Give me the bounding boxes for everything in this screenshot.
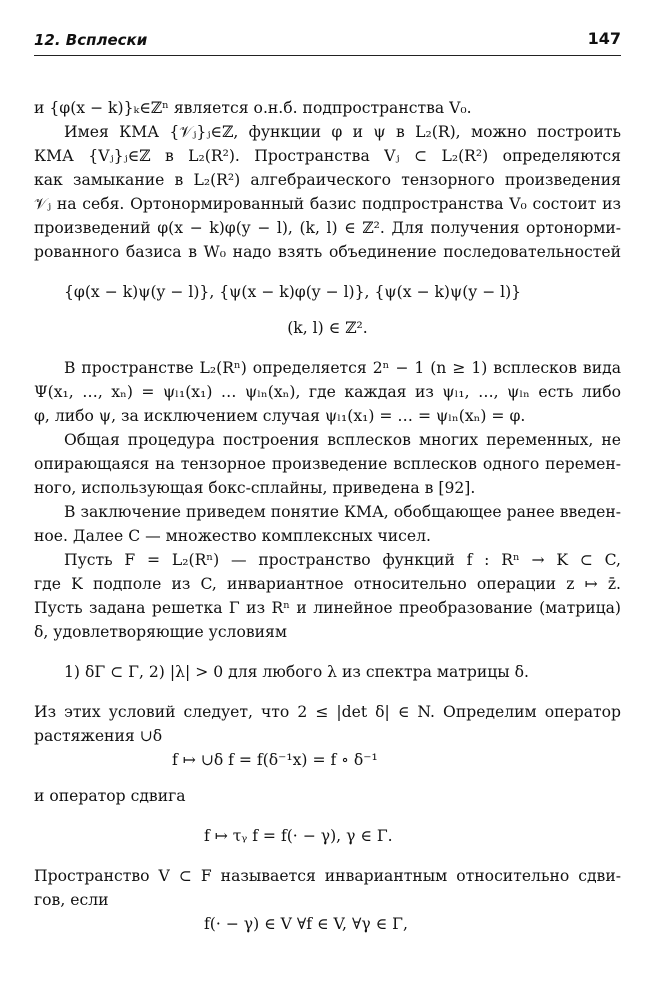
spacer — [34, 264, 621, 280]
spacer — [34, 808, 621, 824]
text-line: 𝒱ⱼ на себя. Ортонормированный базис подпространства V₀ состоит из — [34, 195, 621, 213]
text-line: δ, удовлетворяющие условиям — [34, 623, 287, 641]
text-line: гов, если — [34, 891, 109, 909]
text-line: Пусть задана решетка Γ из Rⁿ и линейное преобразование (матрица) — [34, 599, 621, 617]
text-line: Из этих условий следует, что 2 ≤ |det δ| ∈ N. Определим оператор — [34, 703, 621, 721]
text-line: Ψ(x₁, …, xₙ) = ψₗ₁(x₁) … ψₗₙ(xₙ), где каждая из ψₗ₁, …, ψₗₙ есть либо — [34, 383, 621, 401]
text-line: где K подполе из C, инвариантное относительно операции z ↦ z̄. — [34, 575, 621, 593]
page-number: 147 — [587, 29, 621, 48]
text-line: φ, либо ψ, за исключением случая ψₗ₁(x₁) = … = ψₗₙ(xₙ) = φ. — [34, 407, 526, 425]
text-line: и {φ(x − k)}ₖ∈ℤⁿ является о.н.б. подпространства V₀. — [34, 99, 472, 117]
text-line: произведений φ(x − k)φ(y − l), (k, l) ∈ ℤ². Для получения ортонорми- — [34, 219, 621, 237]
spacer — [34, 340, 621, 356]
formula-line: f ↦ τᵧ f = f(· − γ), γ ∈ Γ. — [204, 827, 393, 845]
formula-line: f ↦ ∪δ f = f(δ⁻¹x) = f ∘ δ⁻¹ — [172, 751, 378, 769]
page-body — [34, 96, 621, 936]
text-line: как замыкание в L₂(R²) алгебраического тензорного произведения — [34, 171, 621, 189]
text-line: растяжения ∪δ — [34, 727, 163, 745]
spacer — [34, 848, 621, 864]
spacer — [34, 304, 621, 316]
text-line: Имея КМА {𝒱ⱼ}ⱼ∈ℤ, функции φ и ψ в L₂(R), можно построить — [64, 123, 621, 141]
text-line: и оператор сдвига — [34, 787, 186, 805]
formula-line: {φ(x − k)ψ(y − l)}, {ψ(x − k)φ(y − l)}, {ψ(x − k)ψ(y − l)} — [64, 283, 522, 301]
text-line: Пространство V ⊂ F называется инвариантным относительно сдви- — [34, 867, 621, 885]
text-line: Пусть F = L₂(Rⁿ) — пространство функций f : Rⁿ → K ⊂ C, — [64, 551, 621, 569]
text-line: опирающаяся на тензорное произведение всплесков одного перемен- — [34, 455, 621, 473]
chapter-title: 12. Всплески — [34, 31, 148, 49]
text-line: ное. Далее C — множество комплексных чисел. — [34, 527, 431, 545]
spacer — [34, 772, 621, 784]
text-line: ного, использующая бокс-сплайны, приведена в [92]. — [34, 479, 476, 497]
spacer — [34, 684, 621, 700]
text-line: Общая процедура построения всплесков многих переменных, не — [64, 431, 621, 449]
formula-line: 1) δΓ ⊂ Γ, 2) |λ| > 0 для любого λ из спектра матрицы δ. — [64, 663, 529, 681]
formula-line: f(· − γ) ∈ V ∀f ∈ V, ∀γ ∈ Γ, — [204, 915, 408, 933]
text-line: В заключение приведем понятие КМА, обобщающее ранее введен- — [64, 503, 621, 521]
running-header — [34, 27, 621, 56]
text-line: КМА {Vⱼ}ⱼ∈ℤ в L₂(R²). Пространства Vⱼ ⊂ L₂(R²) определяются — [34, 147, 621, 165]
spacer — [34, 644, 621, 660]
text-line: В пространстве L₂(Rⁿ) определяется 2ⁿ − 1 (n ≥ 1) всплесков вида — [64, 359, 621, 377]
formula-line: (k, l) ∈ ℤ². — [287, 319, 368, 337]
text-line: рованного базиса в W₀ надо взять объединение последовательностей — [34, 243, 621, 261]
